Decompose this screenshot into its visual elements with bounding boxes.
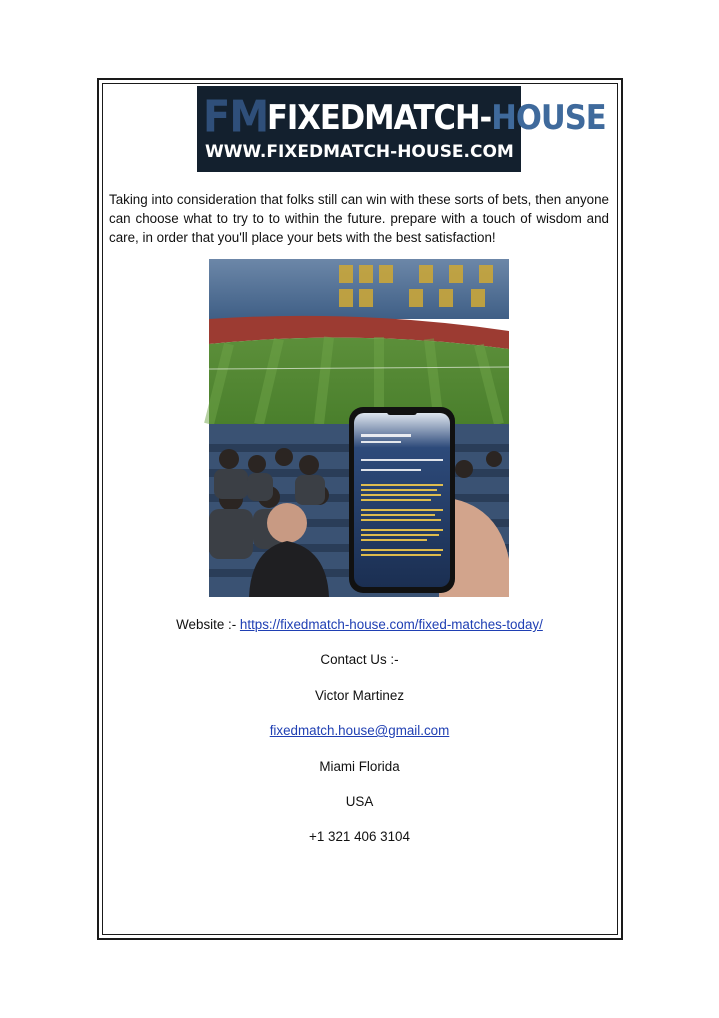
website-label: Website :- [176, 617, 240, 632]
logo-url: WWW.FIXEDMATCH-HOUSE.COM [205, 142, 514, 162]
logo-brand-white: FIXEDMATCH- [267, 98, 492, 138]
stadium-phone-photo [209, 259, 509, 597]
logo-brand-blue: HOUSE [491, 98, 606, 138]
logo-mark: FM [203, 92, 269, 143]
stadium-photo-graphic [209, 259, 509, 597]
website-link[interactable]: https://fixedmatch-house.com/fixed-matches-today/ [239, 617, 543, 632]
website-line [100, 617, 619, 632]
contact-country: USA [345, 794, 374, 809]
contact-heading: Contact Us :- [320, 652, 399, 667]
contact-name: Victor Martinez [314, 688, 405, 703]
email-link[interactable]: fixedmatch.house@gmail.com [269, 723, 450, 738]
logo-brand [267, 98, 606, 138]
fixedmatch-house-logo [197, 86, 606, 172]
intro-paragraph: Taking into consideration that folks still can win with these sorts of bets, then anyone can choose what to try to to within the future. prepare with a touch of wisdom and care, in order that you'll place your bets with the best satisfaction! [109, 192, 609, 245]
contact-city: Miami Florida [319, 759, 400, 774]
contact-email-line [100, 723, 619, 738]
contact-phone: +1 321 406 3104 [309, 829, 410, 844]
